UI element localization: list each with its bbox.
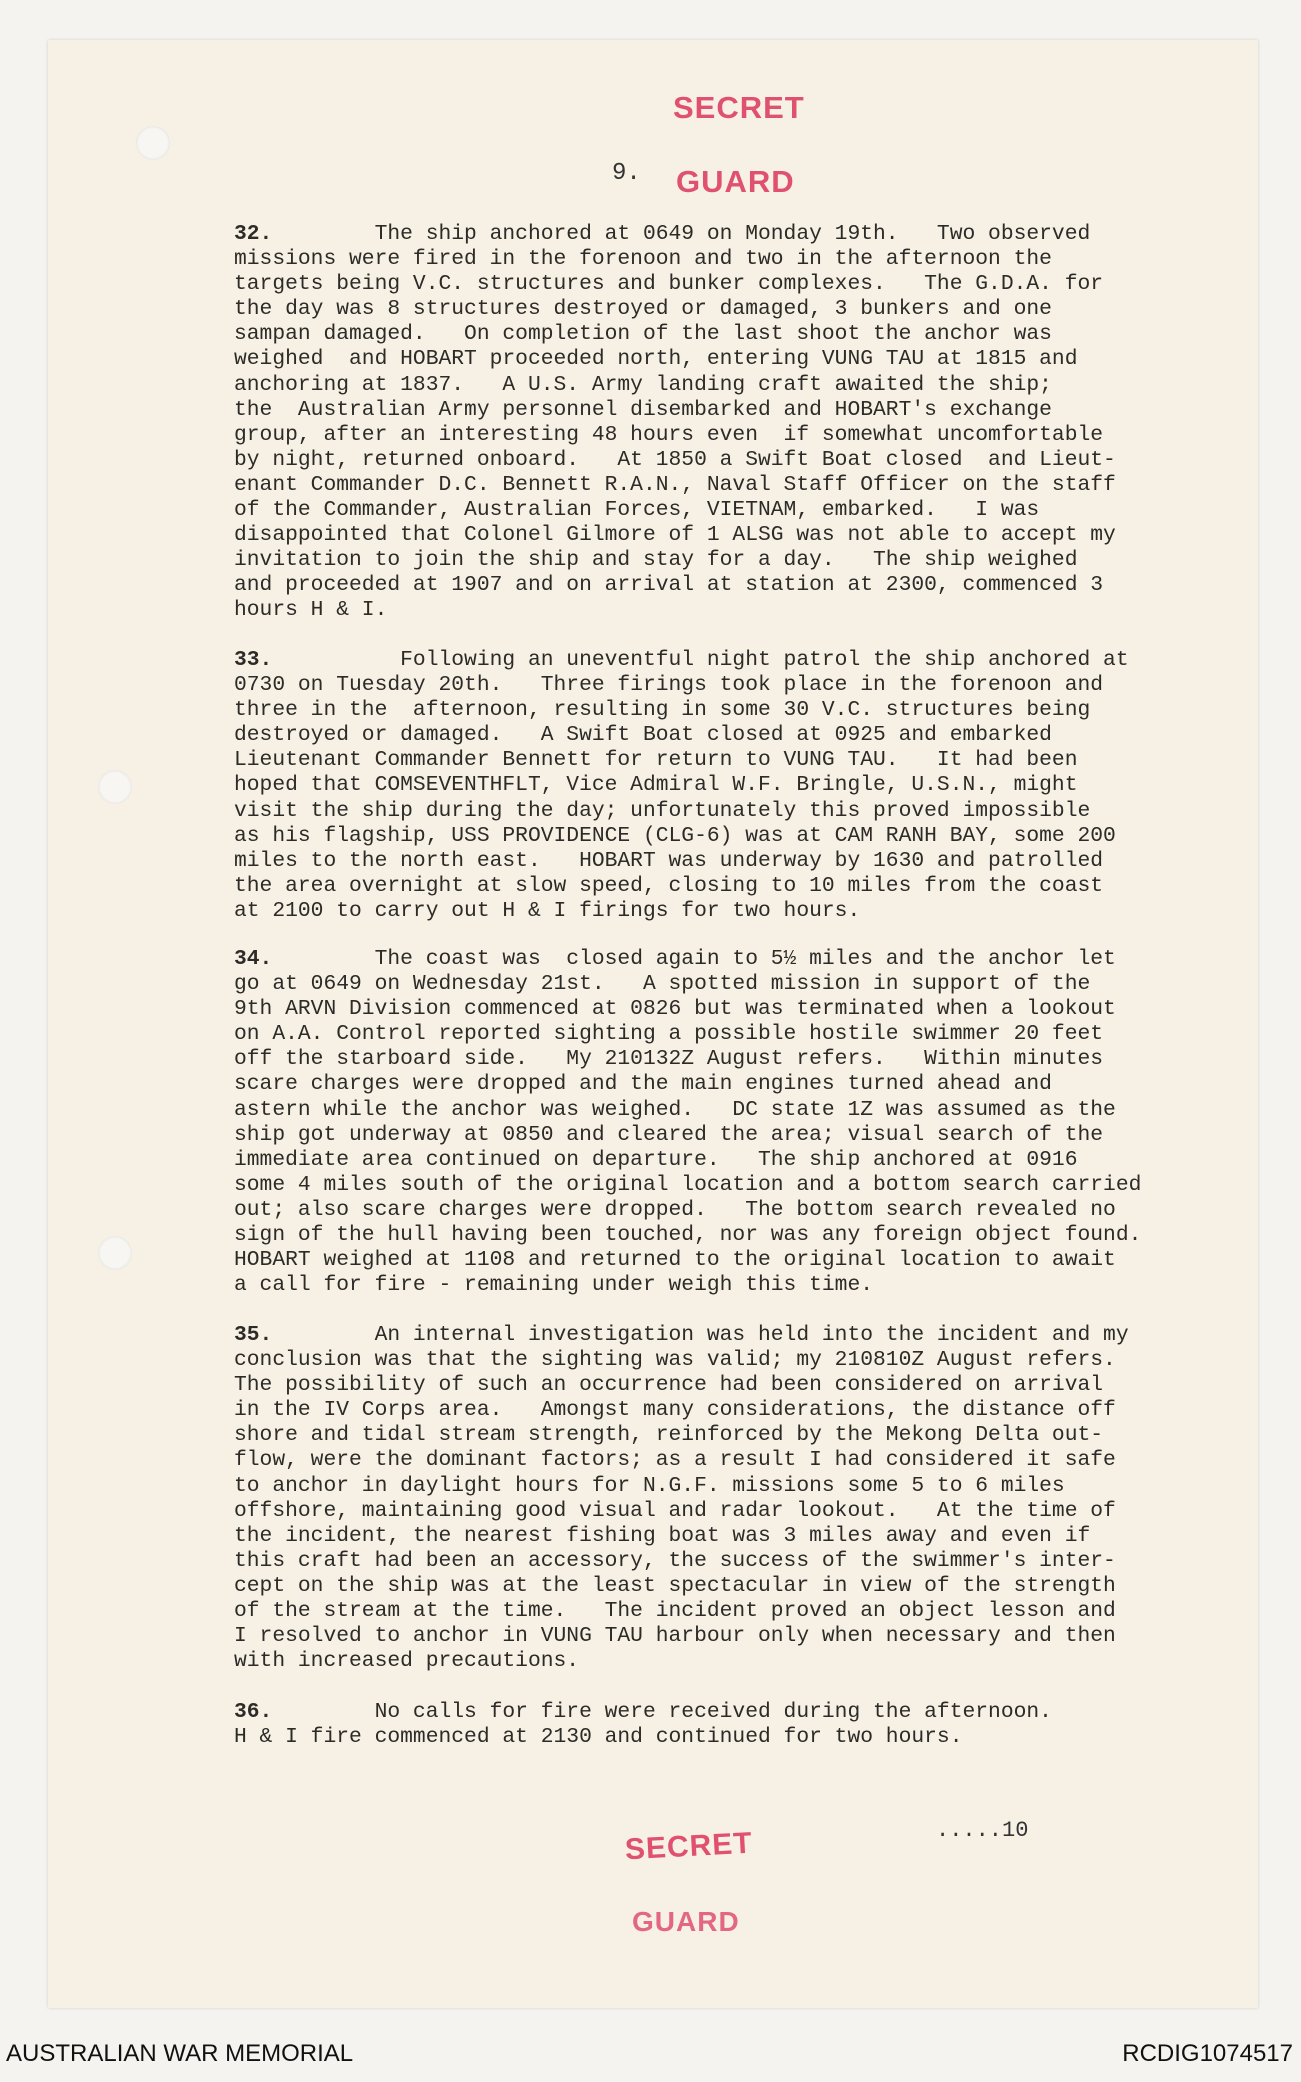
paragraph-number: 36. [234,1700,273,1724]
text-line: the Australian Army personnel disembarked and HOBART's exchange [234,397,1052,422]
text-line: some 4 miles south of the original location and a bottom search carried [234,1172,1142,1197]
text-line: H & I fire commenced at 2130 and continued for two hours. [234,1725,963,1750]
text-line: HOBART weighed at 1108 and returned to the original location to await [234,1248,1116,1273]
text-line: missions were fired in the forenoon and two in the afternoon the [234,247,1052,272]
text-line: of the stream at the time. The incident proved an object lesson and [234,1599,1116,1624]
text-line: visit the ship during the day; unfortunately this proved impossible [234,798,1091,823]
guard-stamp-bottom: GUARD [632,1906,740,1937]
page-number: 9. [612,160,641,187]
punch-hole [136,126,170,160]
text-line: hours H & I. [234,598,388,623]
text-line: offshore, maintaining good visual and radar lookout. At the time of [234,1498,1116,1523]
text-line: hoped that COMSEVENTHFLT, Vice Admiral W.F. Bringle, U.S.N., might [234,773,1078,798]
text-line: invitation to join the ship and stay for a day. The ship weighed [234,548,1078,573]
text-line: shore and tidal stream strength, reinforced by the Mekong Delta out- [234,1423,1104,1448]
text-line: at 2100 to carry out H & I firings for two hours. [234,898,861,923]
text-line: destroyed or damaged. A Swift Boat closed at 0925 and embarked [234,723,1052,748]
text-line: of the Commander, Australian Forces, VIETNAM, embarked. I was [234,498,1040,523]
archive-item-id: RCDIG1074517 [1122,2040,1293,2067]
text-line: to anchor in daylight hours for N.G.F. missions some 5 to 6 miles [234,1473,1065,1498]
paragraph-text: An internal investigation was held into the incident and my [272,1323,1129,1347]
text-line: as his flagship, USS PROVIDENCE (CLG-6) was at CAM RANH BAY, some 200 [234,823,1116,848]
text-line: the day was 8 structures destroyed or damaged, 3 bunkers and one [234,297,1052,322]
secret-stamp-bottom: SECRET [624,1826,754,1867]
punch-hole [98,770,132,804]
paragraph-34 [234,947,1141,1298]
text-line: sign of the hull having been touched, nor was any foreign object found. [234,1223,1142,1248]
text-line [234,222,1116,247]
text-line: astern while the anchor was weighed. DC state 1Z was assumed as the [234,1097,1116,1122]
paragraph-text: No calls for fire were received during the afternoon. [272,1700,1052,1724]
text-line [234,1323,1129,1348]
text-line: on A.A. Control reported sighting a possible hostile swimmer 20 feet [234,1022,1104,1047]
text-line: the incident, the nearest fishing boat was 3 miles away and even if [234,1523,1091,1548]
continuation-marker: .....10 [936,1818,1029,1843]
paragraph-32 [234,222,1116,624]
paragraph-36 [234,1700,1052,1750]
paragraph-text: The coast was closed again to 5½ miles and the anchor let [272,947,1116,971]
text-line: I resolved to anchor in VUNG TAU harbour only when necessary and then [234,1624,1116,1649]
secret-stamp-top: SECRET [673,90,805,125]
punch-hole [98,1236,132,1270]
paragraph-number: 32. [234,222,273,246]
paragraph-33 [234,648,1129,924]
text-line: flow, were the dominant factors; as a result I had considered it safe [234,1448,1116,1473]
paragraph-text: Following an uneventful night patrol the ship anchored at [272,648,1129,672]
text-line: and proceeded at 1907 and on arrival at station at 2300, commenced 3 [234,573,1104,598]
text-line: anchoring at 1837. A U.S. Army landing craft awaited the ship; [234,372,1052,397]
text-line: in the IV Corps area. Amongst many considerations, the distance off [234,1398,1116,1423]
paragraph-text: The ship anchored at 0649 on Monday 19th. Two observed [272,222,1091,246]
text-line: 9th ARVN Division commenced at 0826 but was terminated when a lookout [234,997,1116,1022]
text-line: The possibility of such an occurrence had been considered on arrival [234,1373,1104,1398]
text-line: targets being V.C. structures and bunker complexes. The G.D.A. for [234,272,1104,297]
text-line: miles to the north east. HOBART was underway by 1630 and patrolled [234,848,1104,873]
paragraph-number: 33. [234,648,273,672]
text-line: off the starboard side. My 210132Z August refers. Within minutes [234,1047,1104,1072]
text-line: immediate area continued on departure. The ship anchored at 0916 [234,1147,1078,1172]
text-line: this craft had been an accessory, the success of the swimmer's inter- [234,1548,1116,1573]
text-line: enant Commander D.C. Bennett R.A.N., Naval Staff Officer on the staff [234,472,1116,497]
guard-stamp-top: GUARD [676,164,795,199]
text-line: ship got underway at 0850 and cleared the area; visual search of the [234,1122,1104,1147]
text-line: scare charges were dropped and the main engines turned ahead and [234,1072,1052,1097]
paragraph-number: 35. [234,1323,273,1347]
text-line: out; also scare charges were dropped. The bottom search revealed no [234,1197,1116,1222]
text-line: disappointed that Colonel Gilmore of 1 ALSG was not able to accept my [234,523,1116,548]
paragraph-35 [234,1323,1129,1674]
text-line: by night, returned onboard. At 1850 a Swift Boat closed and Lieut- [234,447,1116,472]
text-line [234,947,1141,972]
text-line: a call for fire - remaining under weigh this time. [234,1273,874,1298]
text-line: group, after an interesting 48 hours even if somewhat uncomfortable [234,422,1104,447]
text-line [234,648,1129,673]
text-line: Lieutenant Commander Bennett for return to VUNG TAU. It had been [234,748,1078,773]
archive-institution: AUSTRALIAN WAR MEMORIAL [6,2040,354,2067]
text-line: go at 0649 on Wednesday 21st. A spotted mission in support of the [234,972,1091,997]
text-line: the area overnight at slow speed, closing to 10 miles from the coast [234,873,1104,898]
text-line: sampan damaged. On completion of the last shoot the anchor was [234,322,1052,347]
text-line: weighed and HOBART proceeded north, entering VUNG TAU at 1815 and [234,347,1078,372]
paragraph-number: 34. [234,947,273,971]
text-line: with increased precautions. [234,1649,580,1674]
text-line: 0730 on Tuesday 20th. Three firings took place in the forenoon and [234,673,1104,698]
text-line: cept on the ship was at the least spectacular in view of the strength [234,1573,1116,1598]
text-line: conclusion was that the sighting was valid; my 210810Z August refers. [234,1348,1116,1373]
text-line: three in the afternoon, resulting in some 30 V.C. structures being [234,698,1091,723]
text-line [234,1700,1052,1725]
